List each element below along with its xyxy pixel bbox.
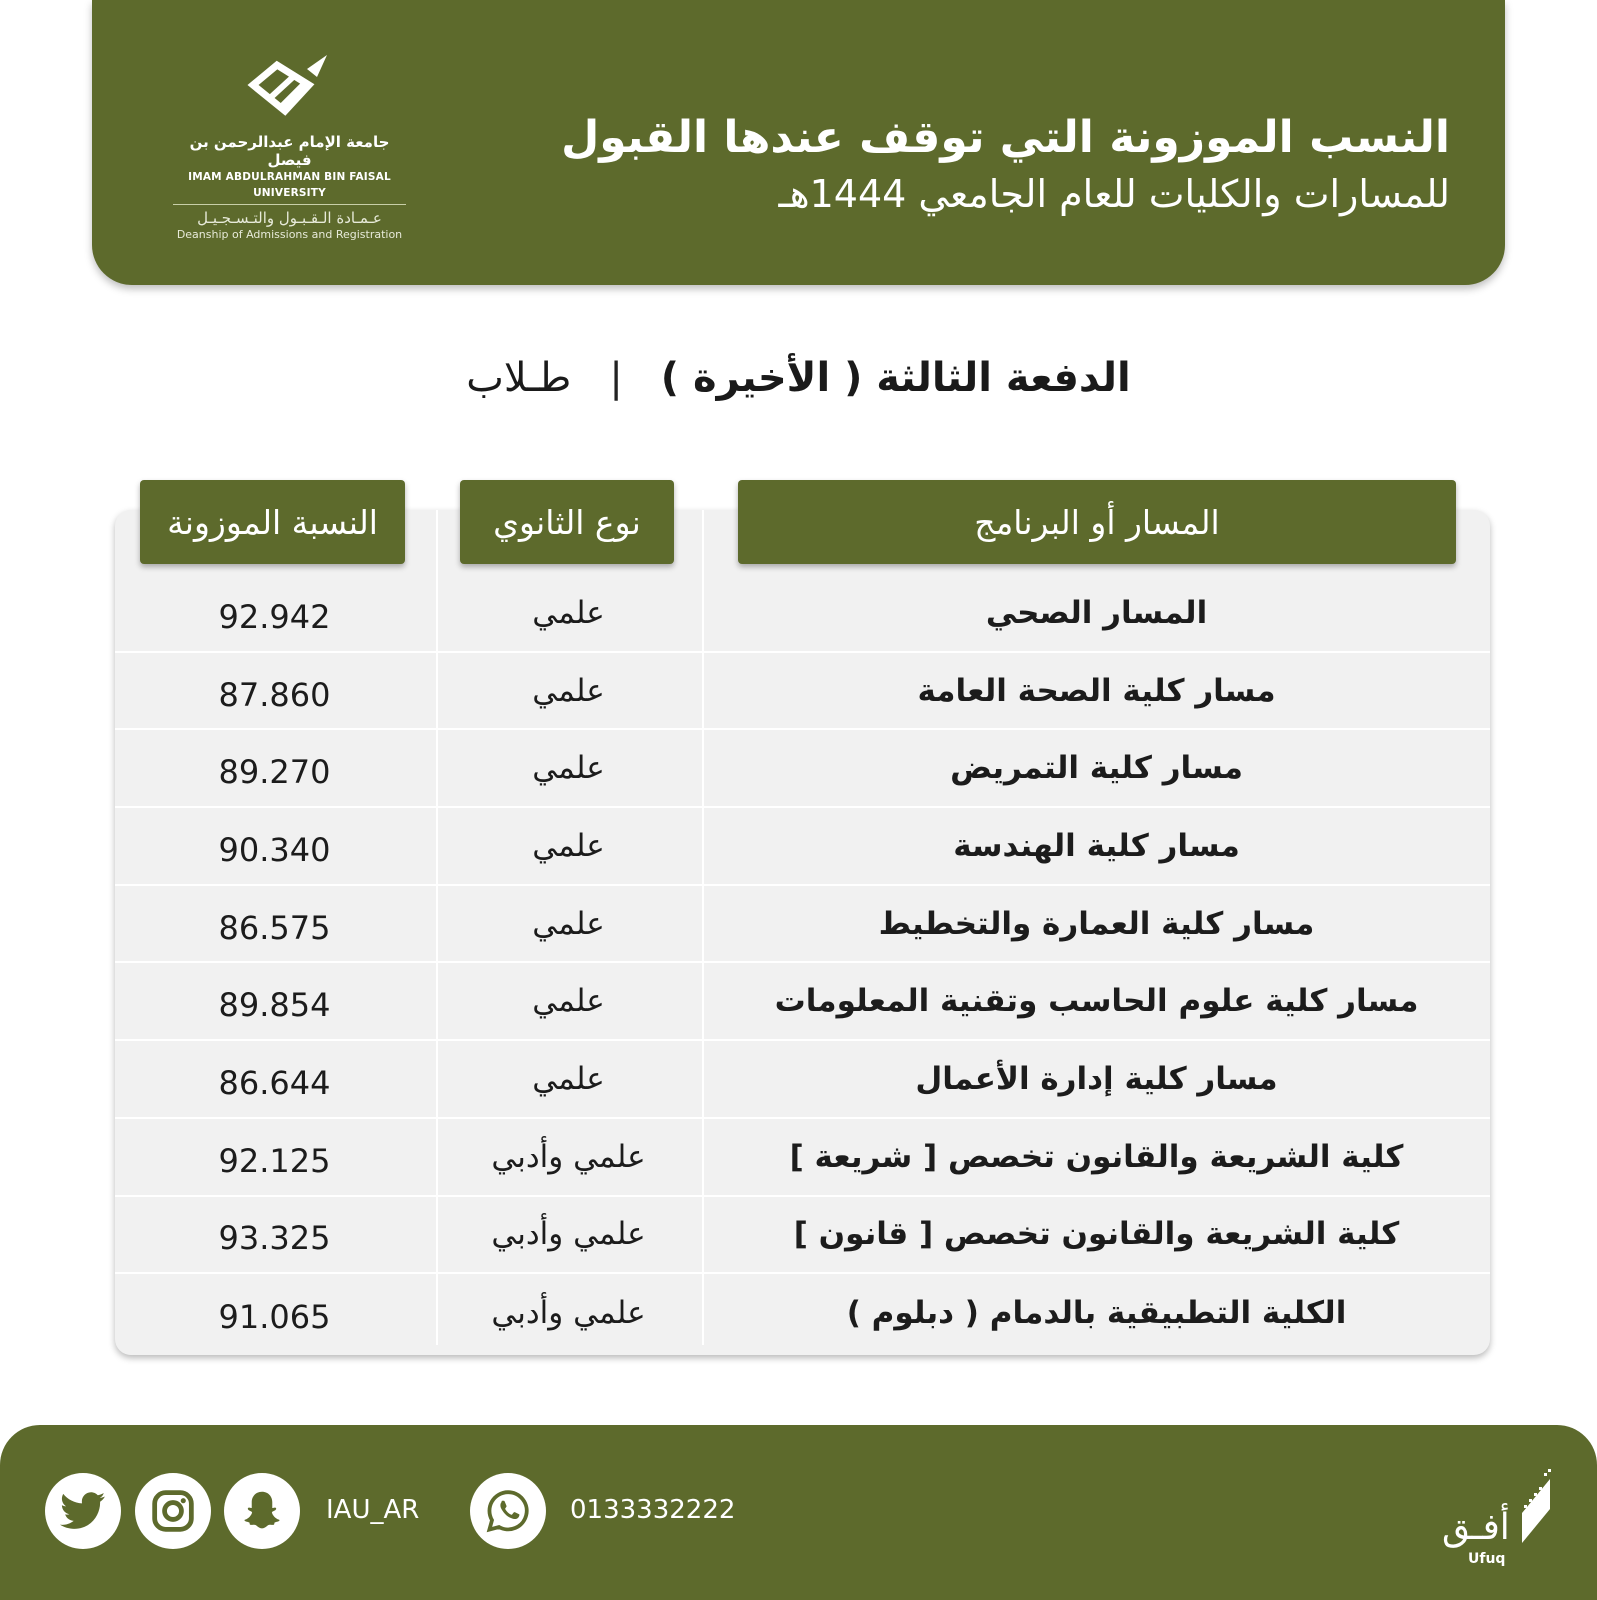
page-title: النسب الموزونة التي توقف عندها القبول — [561, 112, 1450, 163]
header-weighted-score: النسبة الموزونة — [140, 480, 405, 564]
program-cell: مسار كلية التمريض — [950, 750, 1243, 787]
logo-english-name: IMAM ABDULRAHMAN BIN FAISAL UNIVERSITY — [188, 171, 391, 199]
secondary-type-cell: علمي — [532, 594, 605, 631]
header-titles — [561, 110, 1450, 222]
table-body — [115, 575, 1490, 1352]
logo-english-dept: Deanship of Admissions and Registration — [176, 228, 403, 241]
table-row — [115, 653, 1490, 731]
university-emblem-icon — [247, 55, 333, 121]
secondary-type-cell: علمي — [532, 905, 605, 942]
twitter-icon — [60, 1492, 106, 1530]
program-cell: مسار كلية العمارة والتخطيط — [878, 905, 1315, 942]
secondary-type-cell: علمي وأدبي — [491, 1295, 646, 1332]
phone-number[interactable]: 0133332222 — [570, 1495, 736, 1525]
secondary-type-cell: علمي — [532, 1060, 605, 1097]
weighted-score-cell: 87.860 — [218, 675, 331, 714]
ufuq-mark-icon — [1514, 1465, 1554, 1545]
table-row — [115, 1041, 1490, 1119]
weighted-score-cell: 86.575 — [218, 908, 331, 947]
logo-arabic-dept: عـمـادة الـقـبـول والتـسـجـيـل — [197, 209, 382, 227]
secondary-type-cell: علمي وأدبي — [491, 1216, 646, 1253]
heading-separator: | — [609, 355, 623, 401]
weighted-score-cell: 89.270 — [218, 753, 331, 792]
header-banner — [92, 0, 1505, 285]
program-cell: مسار كلية الصحة العامة — [917, 672, 1276, 709]
ufuq-logo — [1438, 1465, 1558, 1575]
table-row — [115, 1119, 1490, 1197]
program-cell: مسار كلية الهندسة — [953, 827, 1240, 864]
batch-heading — [0, 348, 1597, 408]
instagram-icon — [151, 1489, 195, 1533]
secondary-type-cell: علمي — [532, 827, 605, 864]
page-subtitle: للمسارات والكليات للعام الجامعي 1444هـ — [778, 172, 1450, 216]
program-cell: مسار كلية علوم الحاسب وتقنية المعلومات — [774, 983, 1419, 1020]
weighted-score-cell: 93.325 — [218, 1219, 331, 1258]
weighted-score-cell: 86.644 — [218, 1063, 331, 1102]
header-secondary-type: نوع الثانوي — [460, 480, 674, 564]
ufuq-english-label: Ufuq — [1468, 1551, 1506, 1567]
program-cell: مسار كلية إدارة الأعمال — [915, 1060, 1278, 1097]
whatsapp-link[interactable] — [470, 1473, 546, 1549]
logo-divider — [173, 204, 406, 205]
twitter-link[interactable] — [45, 1473, 121, 1549]
secondary-type-cell: علمي وأدبي — [491, 1138, 646, 1175]
instagram-link[interactable] — [135, 1473, 211, 1549]
whatsapp-icon — [484, 1487, 532, 1535]
table-row — [115, 575, 1490, 653]
secondary-type-cell: علمي — [532, 672, 605, 709]
table-row — [115, 963, 1490, 1041]
program-cell: كلية الشريعة والقانون تخصص [ قانون ] — [793, 1216, 1400, 1253]
weighted-score-cell: 92.942 — [218, 597, 331, 636]
weighted-score-cell: 91.065 — [218, 1298, 331, 1337]
weighted-score-cell: 92.125 — [218, 1141, 331, 1180]
secondary-type-cell: علمي — [532, 983, 605, 1020]
ufuq-arabic-label: أفـق — [1442, 1507, 1510, 1548]
header-program: المسار أو البرنامج — [738, 480, 1456, 564]
table-row — [115, 1274, 1490, 1352]
weighted-score-cell: 89.854 — [218, 986, 331, 1025]
audience-label: طـلاب — [466, 355, 572, 401]
weighted-score-cell: 90.340 — [218, 830, 331, 869]
program-cell: الكلية التطبيقية بالدمام ( دبلوم ) — [846, 1295, 1347, 1332]
snapchat-link[interactable] — [224, 1473, 300, 1549]
secondary-type-cell: علمي — [532, 750, 605, 787]
university-logo — [167, 55, 412, 243]
batch-label: الدفعة الثالثة ( الأخيرة ) — [660, 355, 1131, 401]
logo-arabic-name: جامعة الإمام عبدالرحمن بن فيصل — [189, 133, 390, 169]
table-row — [115, 730, 1490, 808]
program-cell: المسار الصحي — [985, 594, 1208, 631]
program-cell: كلية الشريعة والقانون تخصص [ شريعة ] — [789, 1138, 1404, 1175]
snapchat-icon — [240, 1489, 284, 1533]
social-handle[interactable]: IAU_AR — [326, 1495, 420, 1525]
table-row — [115, 1197, 1490, 1275]
table-row — [115, 808, 1490, 886]
table-row — [115, 886, 1490, 964]
